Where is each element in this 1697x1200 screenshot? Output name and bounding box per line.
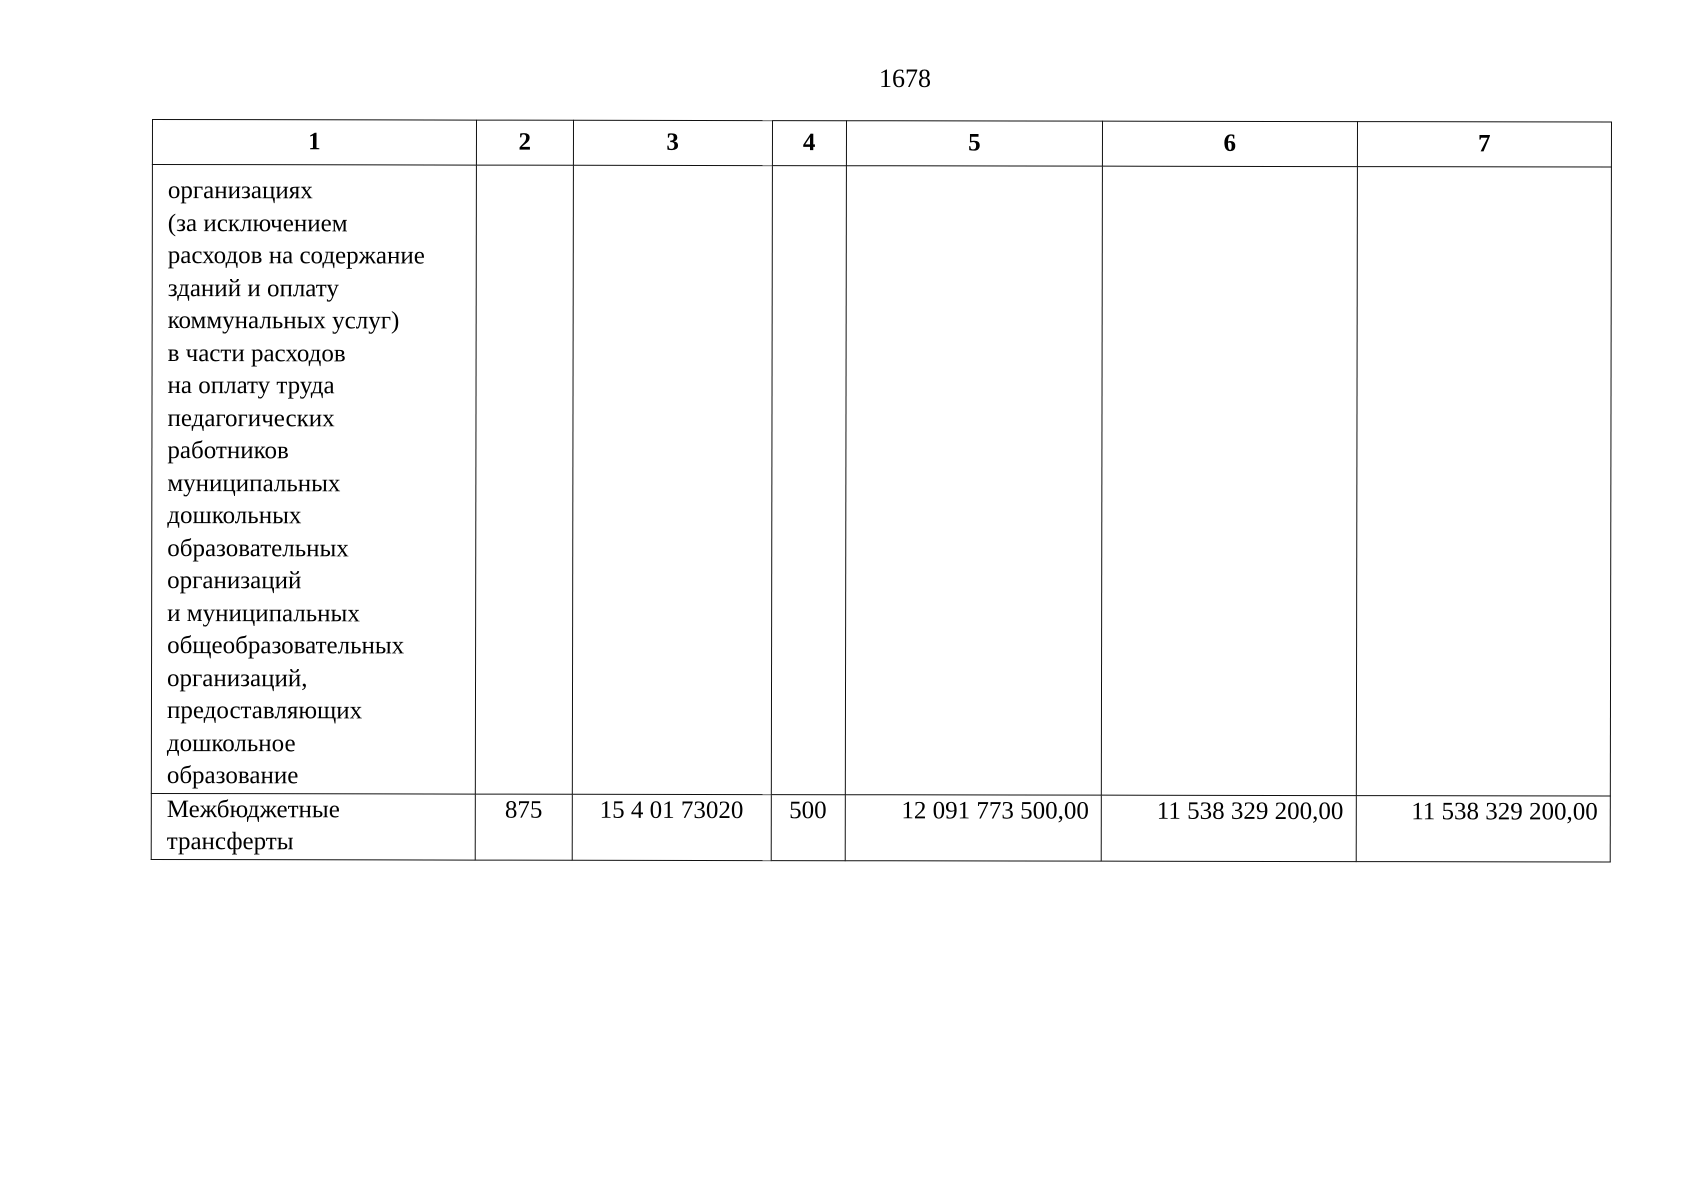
table-row <box>151 793 1610 862</box>
column-header-3: 3 <box>573 120 772 165</box>
budget-table <box>151 119 1612 862</box>
empty-cell <box>1356 167 1612 796</box>
row-col7: 11 538 329 200,00 <box>1356 795 1611 861</box>
column-header-1: 1 <box>152 120 476 166</box>
column-header-5: 5 <box>846 121 1103 166</box>
table-row-continuation <box>151 165 1611 796</box>
column-header-2: 2 <box>476 120 573 165</box>
column-header-4: 4 <box>772 121 846 166</box>
empty-cell <box>572 165 772 794</box>
page-number: 1678 <box>879 64 931 93</box>
column-header-7: 7 <box>1357 122 1612 167</box>
row-name: Межбюджетные трансферты <box>151 793 475 860</box>
empty-cell <box>475 165 573 794</box>
empty-cell <box>771 166 846 795</box>
continuation-description: организациях (за исключением расходов на содержание зданий и оплату коммунальных услуг) в части расходов на оплату труда педагогических работников муниципальных дошкольных образовательных организаций и муниципальных общеобразовательных организаций, предоставляющих дошкольное образование <box>151 165 476 794</box>
row-col2: 875 <box>475 794 572 860</box>
empty-cell <box>1101 166 1356 795</box>
column-header-6: 6 <box>1103 121 1357 166</box>
row-col3: 15 4 01 73020 <box>572 794 771 860</box>
row-col5: 12 091 773 500,00 <box>845 794 1102 860</box>
row-col6: 11 538 329 200,00 <box>1101 795 1356 861</box>
empty-cell <box>845 166 1103 795</box>
row-col4: 500 <box>771 794 845 860</box>
table-header-row <box>152 120 1611 168</box>
